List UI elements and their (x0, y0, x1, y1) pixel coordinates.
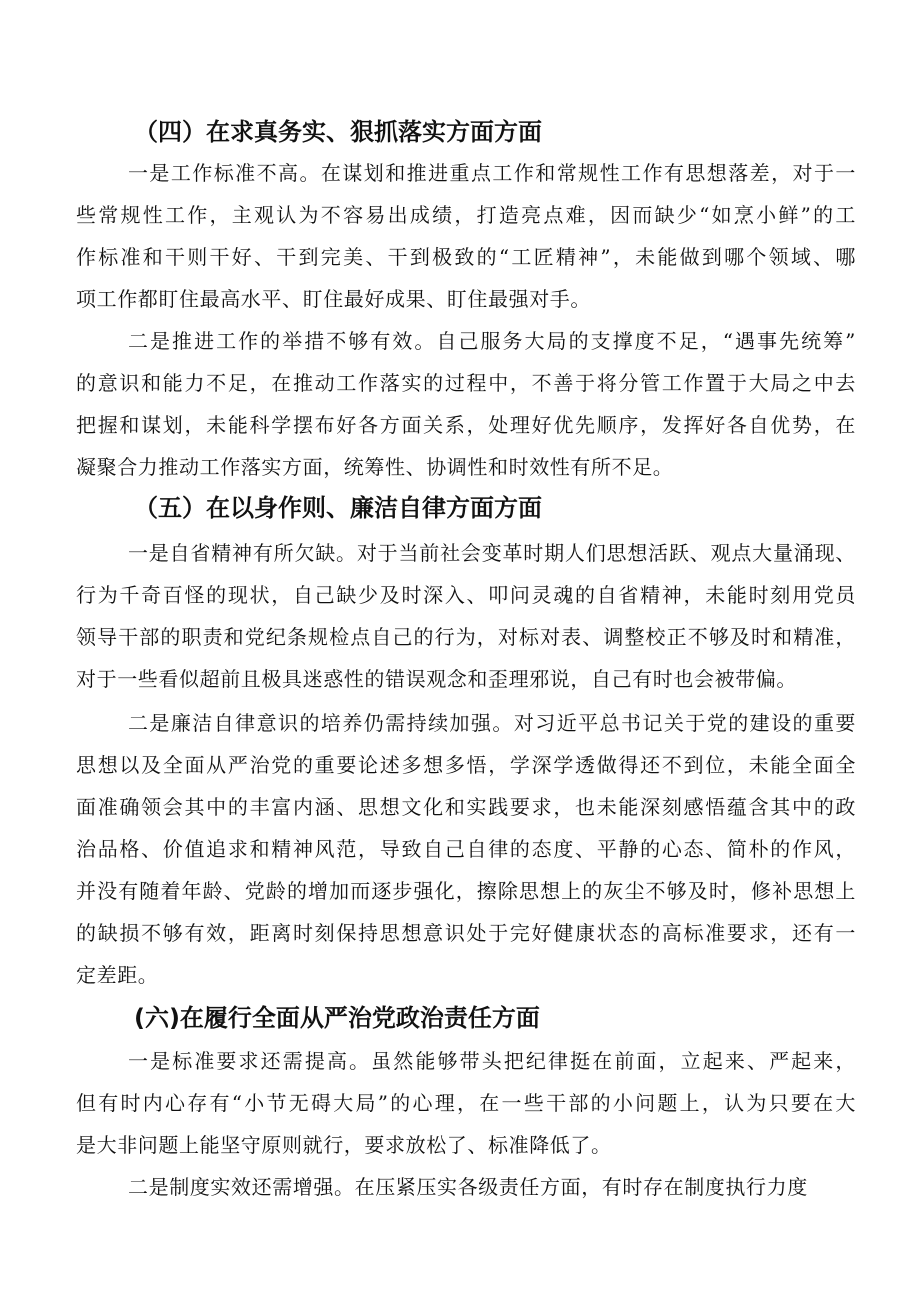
paragraph (76, 320, 856, 488)
text-line: 但有时内心存有“小节无碍大局”的心理，在一些干部的小问题上，认为只要在大 (76, 1091, 856, 1115)
text-line: 把握和谋划，未能科学摆布好各方面关系，处理好优先顺序，发挥好各自优势，在 (76, 413, 856, 437)
text-line: 领导干部的职责和党纪条规检点自己的行为，对标对表、调整校正不够及时和精准， (76, 625, 856, 649)
text-line: 是大非问题上能坚守原则就行，要求放松了、标准降低了。 (76, 1133, 612, 1157)
text-line: 二是推进工作的举措不够有效。自己服务大局的支撑度不足，“遇事先统筹” (128, 329, 856, 353)
text-line: 的缺损不够有效，距离时刻保持思想意识处于完好健康状态的高标准要求，还有一 (76, 921, 856, 945)
paragraph (76, 152, 856, 320)
text-line: 作标准和干则干好、干到完美、干到极致的“工匠精神”，未能做到哪个领域、哪 (76, 245, 856, 269)
text-line: 的意识和能力不足，在推动工作落实的过程中，不善于将分管工作置于大局之中去 (76, 371, 856, 395)
text-line: 一是自省精神有所欠缺。对于当前社会变革时期人们思想活跃、观点大量涌现、 (128, 541, 856, 565)
paragraph (76, 1040, 856, 1166)
text-line: 并没有随着年龄、党龄的增加而逐步强化，擦除思想上的灰尘不够及时，修补思想上 (76, 879, 856, 903)
text-line: 二是制度实效还需增强。在压紧压实各级责任方面，有时存在制度执行力度 (128, 1175, 808, 1199)
text-line: 项工作都盯住最高水平、盯住最好成果、盯住最强对手。 (76, 287, 591, 311)
section-heading-5: （五）在以身作则、廉洁自律方面方面 (134, 494, 542, 522)
text-line: 面准确领会其中的丰富内涵、思想文化和实践要求，也未能深刻感悟蕴含其中的政 (76, 795, 856, 819)
section-heading-4: （四）在求真务实、狠抓落实方面方面 (134, 118, 542, 146)
paragraph (76, 702, 856, 996)
text-line: 些常规性工作，主观认为不容易出成绩，打造亮点难，因而缺少“如烹小鲜”的工 (76, 203, 856, 227)
text-line: 对于一些看似超前且极具迷惑性的错误观念和歪理邪说，自己有时也会被带偏。 (76, 667, 797, 691)
paragraph (76, 532, 856, 700)
text-line: 二是廉洁自律意识的培养仍需持续加强。对习近平总书记关于党的建设的重要 (128, 711, 856, 735)
text-line: 凝聚合力推动工作落实方面，统筹性、协调性和时效性有所不足。 (76, 455, 674, 479)
text-line: 行为千奇百怪的现状，自己缺少及时深入、叩问灵魂的自省精神，未能时刻用党员 (76, 583, 856, 607)
text-line: 一是标准要求还需提高。虽然能够带头把纪律挺在前面，立起来、严起来， (128, 1049, 856, 1073)
text-line: 治品格、价值追求和精神风范，导致自己自律的态度、平静的心态、简朴的作风， (76, 837, 856, 861)
text-line: 思想以及全面从严治党的重要论述多想多悟，学深学透做得还不到位，未能全面全 (76, 753, 856, 777)
section-heading-6: (六)在履行全面从严治党政治责任方面 (134, 1004, 540, 1032)
text-line: 一是工作标准不高。在谋划和推进重点工作和常规性工作有思想落差，对于一 (128, 161, 856, 185)
text-line: 定差距。 (76, 963, 159, 987)
paragraph (76, 1166, 856, 1208)
